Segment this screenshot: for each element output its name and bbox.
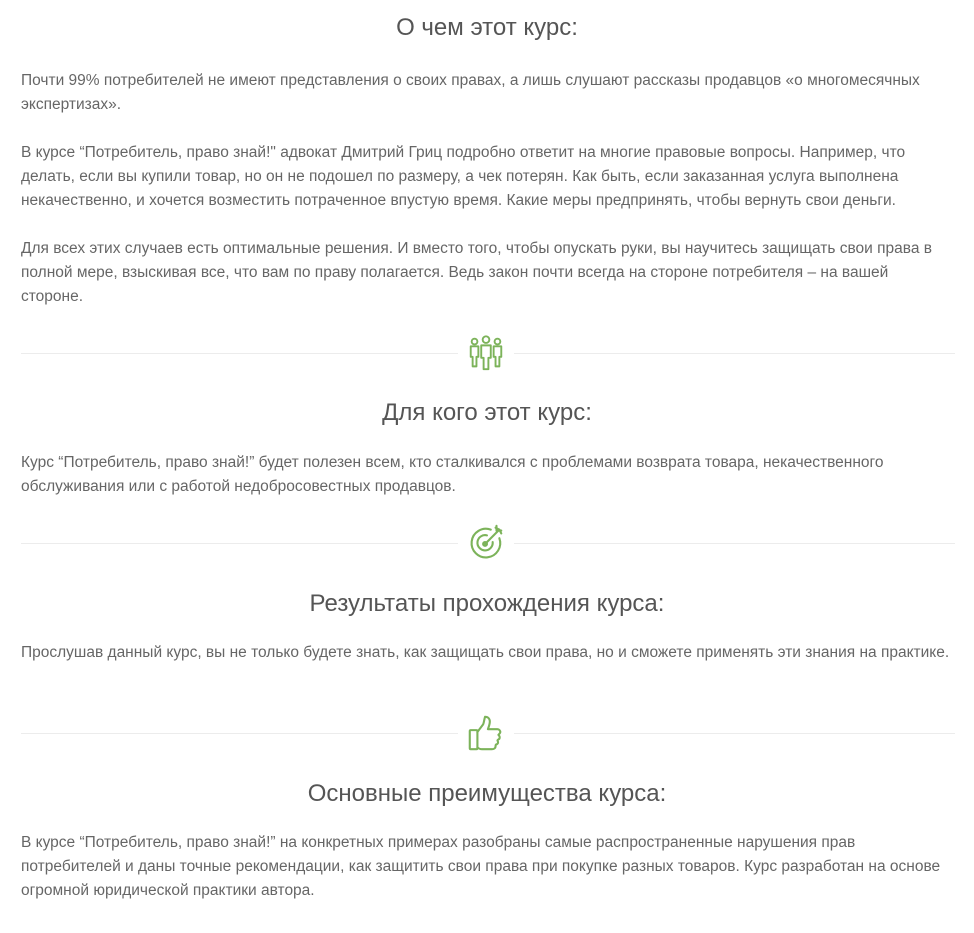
thumbs-up-icon: [458, 711, 514, 755]
section-title-audience: Для кого этот курс:: [382, 399, 592, 426]
benefits-paragraph: В курсе “Потребитель, право знай!” на конкретных примерах разобраны самые распространенные нарушения прав потребителей и даны точные рекомендации, как защитить свои права при покупке разных товаров. Курс разработан на основе огромной юридической практики автора.: [21, 834, 941, 899]
about-paragraph-1: Почти 99% потребителей не имеют представления о своих правах, а лишь слушают рассказы продавцов «о многомесячных экспертизах».: [21, 72, 920, 113]
people-group-icon: [458, 331, 514, 375]
results-paragraph: Прослушав данный курс, вы не только будете знать, как защищать свои права, но и сможете применять эти знания на практике.: [21, 644, 950, 661]
target-arrow-icon: [458, 521, 514, 565]
about-paragraph-3: Для всех этих случаев есть оптимальные решения. И вместо того, чтобы опускать руки, вы научитесь защищать свои права в полной мере, взыскивая все, что вам по праву полагается. Ведь закон почти всегда на стороне потребителя – на вашей стороне.: [21, 240, 932, 305]
section-title-results: Результаты прохождения курса:: [309, 590, 665, 617]
about-paragraph-2: В курсе “Потребитель, право знай!" адвокат Дмитрий Гриц подробно ответит на многие правовые вопросы. Например, что делать, если вы купили товар, но он не подошел по размеру, а чек потерян. Как быть, если заказанная услуга выполнена некачественно, и хочется возместить потраченное впустую время. Какие меры предпринять, чтобы вернуть свои деньги.: [21, 144, 906, 209]
section-title-benefits: Основные преимущества курса:: [307, 780, 667, 807]
audience-paragraph: Курс “Потребитель, право знай!” будет полезен всем, кто сталкивался с проблемами возврата товара, некачественного обслуживания или с работой недобросовестных продавцов.: [21, 454, 884, 495]
section-title-about: О чем этот курс:: [396, 14, 578, 41]
